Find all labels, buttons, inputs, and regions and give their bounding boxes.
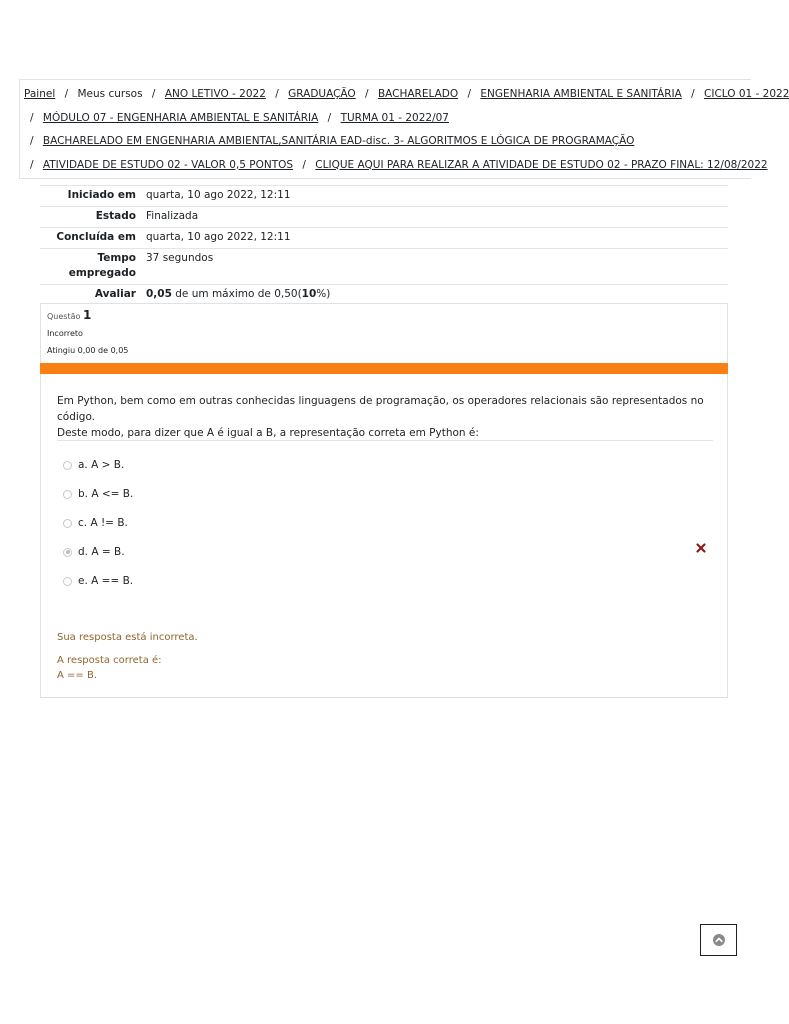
question-text-line-2: Deste modo, para dizer que A é igual a B, a representação correta em Python é: [57, 427, 479, 439]
summary-label-line2: empregado [68, 267, 136, 279]
summary-value: 37 segundos [146, 249, 728, 285]
question-text [57, 393, 713, 441]
grade-text: de um máximo de 0,50( [171, 288, 302, 300]
answer-option-label: e. A == B. [78, 575, 134, 587]
breadcrumb-line-4 [24, 154, 768, 178]
feedback-incorrect: Sua resposta está incorreta. [57, 632, 198, 643]
breadcrumb-separator: / [30, 135, 34, 147]
answer-option-label: c. A != B. [78, 517, 128, 529]
answer-option-d[interactable] [63, 545, 125, 559]
answer-option-c[interactable] [63, 516, 128, 530]
close-icon [696, 543, 706, 553]
summary-label: Estado [40, 207, 146, 228]
question-mark: Atingiu 0,00 de 0,05 [47, 346, 129, 355]
answer-feedback [57, 630, 198, 683]
breadcrumb-separator: / [30, 158, 34, 171]
answer-option-b[interactable] [63, 487, 133, 501]
answer-option-a[interactable] [63, 458, 124, 472]
question-number-prefix: Questão [47, 312, 81, 321]
summary-value: Finalizada [146, 207, 728, 228]
breadcrumb-line-2 [24, 107, 751, 131]
breadcrumb [19, 79, 789, 179]
breadcrumb-item-painel[interactable]: Painel [24, 88, 56, 100]
grade-text-end: %) [316, 288, 331, 300]
chevron-up-circle-icon [712, 933, 726, 947]
summary-label-line1: Tempo [97, 252, 136, 264]
breadcrumb-separator: / [365, 88, 369, 100]
summary-label: Concluída em [40, 228, 146, 249]
grade-percent: 10 [301, 288, 317, 300]
radio-button[interactable] [63, 490, 72, 499]
breadcrumb-item-modulo[interactable]: MÓDULO 07 - ENGENHARIA AMBIENTAL E SANITÁRIA [42, 111, 319, 124]
breadcrumb-separator: / [691, 88, 695, 100]
breadcrumb-item-bacharelado[interactable]: BACHARELADO [377, 88, 459, 100]
answer-option-label: d. A = B. [78, 546, 125, 558]
breadcrumb-separator: / [275, 88, 279, 100]
question-info [40, 303, 728, 363]
summary-label: Iniciado em [40, 186, 146, 207]
summary-label: Avaliar [40, 285, 146, 306]
breadcrumb-item-meus-cursos: Meus cursos [77, 88, 143, 100]
breadcrumb-line-1 [24, 83, 789, 107]
feedback-correct-answer: A == B. [57, 670, 97, 681]
answer-option-label: a. A > B. [78, 459, 125, 471]
breadcrumb-separator: / [151, 88, 156, 100]
breadcrumb-item-quiz[interactable]: CLIQUE AQUI PARA REALIZAR A ATIVIDADE DE ESTUDO 02 - PRAZO FINAL: 12/08/2022 [315, 158, 768, 171]
radio-button[interactable] [63, 519, 72, 528]
radio-button[interactable] [63, 577, 72, 586]
radio-button[interactable] [63, 461, 72, 470]
breadcrumb-line-3 [24, 130, 751, 154]
question-divider [57, 440, 713, 441]
summary-row-state [40, 207, 728, 228]
feedback-correct-label: A resposta correta é: [57, 655, 162, 666]
summary-row-completed [40, 228, 728, 249]
breadcrumb-separator: / [302, 158, 306, 171]
grade-score: 0,05 [146, 288, 172, 300]
question-text-line-1: Em Python, bem como em outras conhecidas linguagens de programação, os operadores relacionais são representados no código. [57, 395, 704, 423]
breadcrumb-item-turma[interactable]: TURMA 01 - 2022/07 [340, 111, 449, 124]
summary-row-started [40, 186, 728, 207]
answer-option-label: b. A <= B. [78, 488, 134, 500]
summary-label [40, 249, 146, 285]
summary-row-time [40, 249, 728, 285]
question-status: Incorreto [47, 329, 83, 338]
breadcrumb-separator: / [467, 88, 471, 100]
question-content [40, 374, 728, 698]
question-number [47, 307, 727, 325]
summary-value: quarta, 10 ago 2022, 12:11 [146, 186, 728, 207]
answer-option-e[interactable] [63, 574, 133, 588]
question-accent-bar [40, 363, 728, 374]
attempt-summary-table [40, 185, 728, 306]
breadcrumb-item-ciclo[interactable]: CICLO 01 - 2022 [704, 88, 789, 100]
breadcrumb-separator: / [30, 111, 34, 124]
back-to-top-button[interactable] [700, 924, 737, 956]
breadcrumb-separator: / [64, 88, 69, 100]
question-number-value: 1 [82, 308, 92, 322]
summary-value: quarta, 10 ago 2022, 12:11 [146, 228, 728, 249]
radio-button-selected[interactable] [63, 548, 72, 557]
breadcrumb-item-curso[interactable]: ENGENHARIA AMBIENTAL E SANITÁRIA [480, 88, 682, 100]
breadcrumb-separator: / [327, 111, 332, 124]
breadcrumb-item-disciplina[interactable]: BACHARELADO EM ENGENHARIA AMBIENTAL,SANITÁRIA EAD-disc. 3- ALGORITMOS E LÓGICA DE PROGRAMAÇÃO [42, 135, 635, 147]
breadcrumb-item-atividade[interactable]: ATIVIDADE DE ESTUDO 02 - VALOR 0,5 PONTOS [42, 158, 294, 171]
breadcrumb-item-graduacao[interactable]: GRADUAÇÃO [288, 88, 356, 100]
breadcrumb-item-ano-letivo[interactable]: ANO LETIVO - 2022 [164, 88, 266, 100]
